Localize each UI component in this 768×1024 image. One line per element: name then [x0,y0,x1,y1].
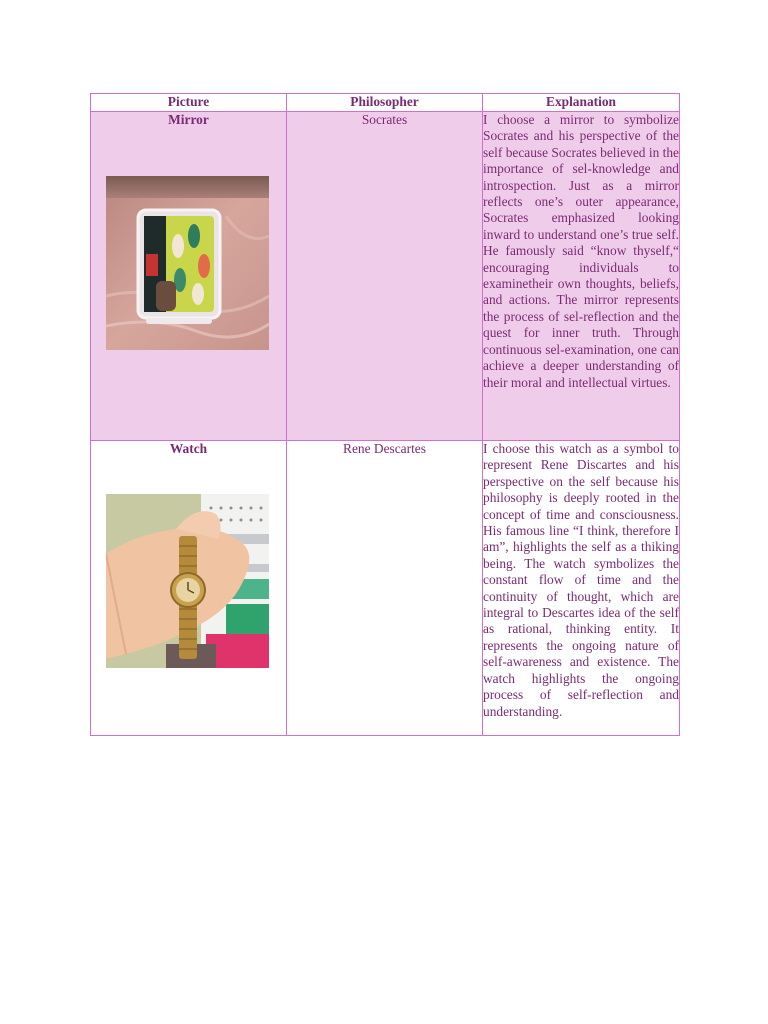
philosopher-table [90,93,680,736]
header-philosopher: Philosopher [287,94,483,112]
mirror-photo [106,176,269,350]
table-row [91,112,680,441]
watch-photo [106,494,269,668]
picture-label: Watch [169,441,208,456]
picture-cell [91,441,287,736]
header-picture: Picture [91,94,287,112]
explanation-cell: I choose this watch as a symbol to represent Rene Discartes and his perspective on the self because his philosophy is deeply rooted in the concept of time and consciousness. His famous line “I think, therefore I am”, highlights the self as a thiking being. The watch symbolizes the constant flow of time and the continuity of thought, which are integral to Descartes idea of the self as rational, thinking entity. It represents the ongoing nature of self-awareness and existence. The watch highlights the ongoing process of self-reflection and understanding. [483,441,680,736]
table-row [91,441,680,736]
picture-label: Mirror [168,112,209,127]
picture-cell [91,112,287,441]
table-header-row [91,94,680,112]
philosopher-cell: Rene Descartes [287,441,483,736]
explanation-cell: I choose a mirror to symbolize Socrates and his perspective of the self because Socrates believed in the importance of sel-knowledge and introspection. Just as a mirror reflects one’s outer appearance, Socrates emphasized looking inward to understand one’s true self. He famously said “know thyself,“ encouraging individuals to examinetheir own thoughts, beliefs, and actions. The mirror represents the process of sel-reflection and the quest for inner truth. Through continuous sel-examination, one can achieve a deeper understanding of their moral and intellectual virtues. [483,112,680,441]
philosopher-cell: Socrates [287,112,483,441]
header-explanation: Explanation [483,94,680,112]
